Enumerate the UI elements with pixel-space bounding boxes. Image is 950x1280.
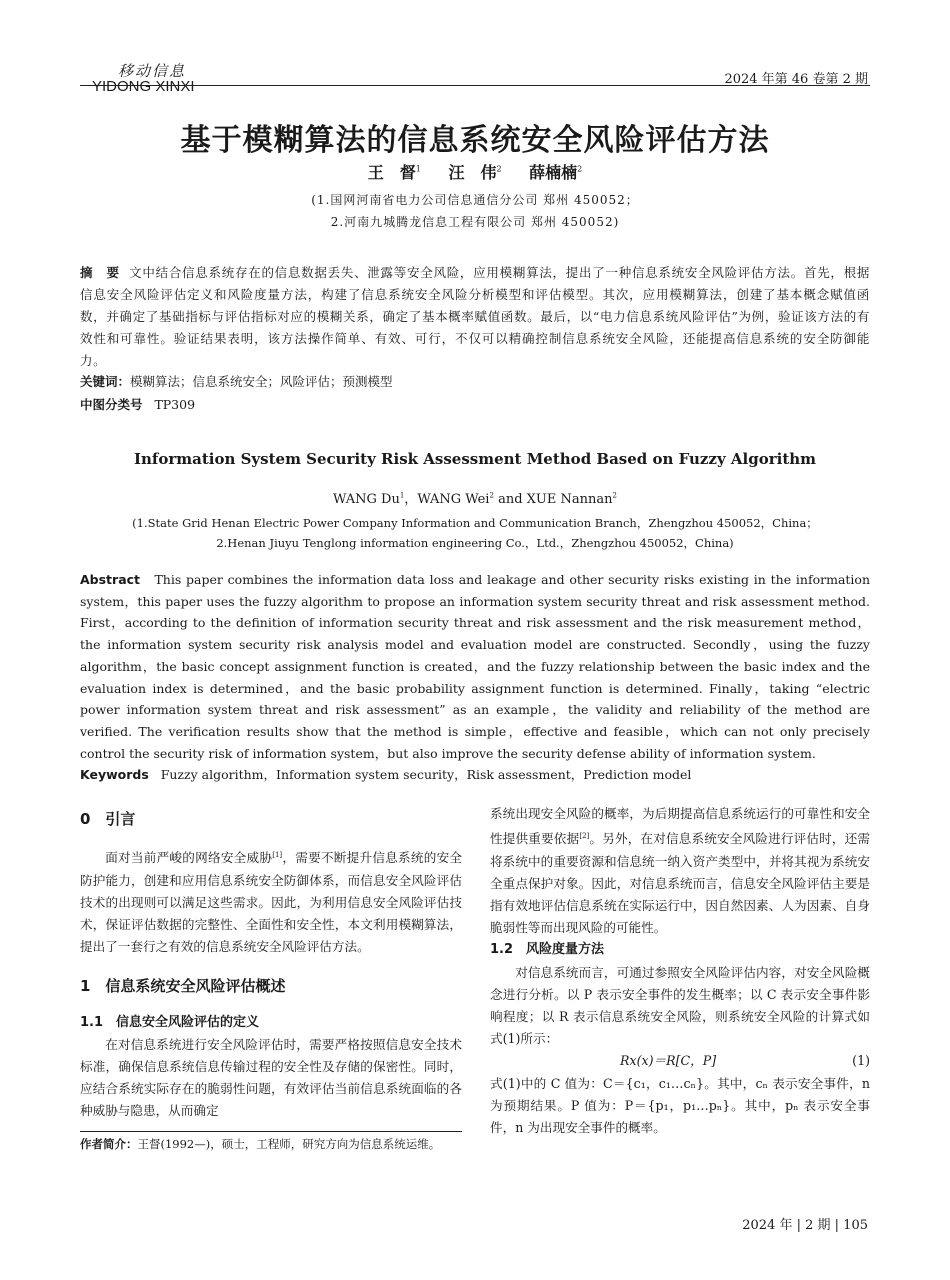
author-name-en: XUE Nannan (526, 492, 613, 507)
author-footnote (80, 1136, 440, 1152)
paragraph: 式(1)中的 C 值为：C＝{c₁，c₁…cₙ}。其中，cₙ 表示安全事件，n 为预期结果。P 值为：P＝{p₁，p₁…pₙ}。其中，pₙ 表示安全事件，n 为出现安全事件的概率。 (490, 1075, 870, 1136)
paragraph: 在对信息系统进行安全风险评估时，需要严格按照信息安全技术标准，确保信息系统信息传输过程的安全性及存储的保密性。同时，应结合系统实际存在的脆弱性问题，有效评估当前信息系统面临的各种威胁与隐患，从而确定 (80, 1036, 462, 1119)
keywords-en-text: Fuzzy algorithm，Information system security，Risk assessment，Prediction model (160, 767, 692, 782)
paper-title: 基于模糊算法的信息系统安全风险评估方法 (180, 123, 770, 158)
journal-name-cn: 移动信息 (118, 62, 187, 80)
text-run: 系统出现安全风险的概率，为后期提高信息系统运行的可靠性和安全性提供重要依据 (490, 806, 870, 847)
issue-info: 2024 年第 46 卷第 2 期 (724, 72, 868, 87)
journal-name-en: YIDONG XINXI (92, 78, 195, 95)
keywords-cn (80, 372, 393, 390)
subsection-heading: 1.2 风险度量方法 (490, 942, 605, 958)
author-name: 汪 伟 (448, 163, 497, 182)
author-sep: and (493, 492, 527, 507)
keywords-cn-text: 模糊算法；信息系统安全；风险评估；预测模型 (130, 374, 393, 389)
paper-title-en: Information System Security Risk Assessment Method Based on Fuzzy Algorithm (133, 450, 817, 468)
author-sep: ， (404, 492, 418, 507)
abstract-en-label: Abstract (80, 572, 141, 587)
abstract-en-text: This paper combines the information data loss and leakage and other security risks existing in the information system，this paper uses the fuzzy algorithm to propose an information system security threat and risk assessment method. First，according to the definition of information security threat and risk assessment and the risk measurement method，the information system security risk analysis model and evaluation model are constructed. Secondly，using the fuzzy algorithm，the basic concept assignment function is created，and the fuzzy relationship between the basic index and the evaluation index is determined，and the basic probability assignment function is determined. Finally，taking “electric power information system threat and risk assessment” as an example，the validity and reliability of the method are verified. The verification results show that the method is simple，effective and feasible，which can not only precisely control the security risk of information system，but also improve the security defense ability of information system. (80, 572, 870, 761)
clc-text: TP309 (154, 397, 196, 412)
author-name-en: WANG Wei (417, 492, 490, 507)
formula-number: (1) (852, 1053, 870, 1069)
author-list (0, 160, 950, 183)
formula (490, 1050, 870, 1072)
footnote-divider (80, 1131, 462, 1132)
author-name: 王 督 (367, 163, 416, 182)
clc-number (80, 395, 195, 413)
author-sup: 1 (399, 491, 405, 500)
affiliation-line-en: (1.State Grid Henan Electric Power Company Information and Communication Branch，Zhengzhou 450052，China； (132, 516, 818, 530)
author-sup: 2 (496, 164, 502, 174)
abstract-cn (80, 262, 870, 372)
affiliation-line: 2.河南九城腾龙信息工程有限公司 郑州 450052) (330, 215, 620, 229)
paragraph (80, 844, 462, 958)
keywords-cn-label: 关键词： (80, 374, 131, 389)
clc-label: 中图分类号 (80, 397, 143, 412)
author-sup: 2 (577, 164, 583, 174)
author-name: 薛楠楠 (529, 163, 578, 182)
author-list-en (0, 488, 950, 507)
citation: [1] (272, 851, 283, 860)
subsection-heading: 1.1 信息安全风险评估的定义 (80, 1014, 260, 1030)
author-sup: 2 (489, 491, 494, 500)
affiliation-line: (1.国网河南省电力公司信息通信分公司 郑州 450052； (311, 193, 639, 207)
footnote-label: 作者简介： (80, 1137, 138, 1151)
formula-expression: Rx(x)＝R[C，P] (620, 1053, 717, 1069)
text-run: ，需要不断提升信息系统的安全防护能力，创建和应用信息系统安全防御体系，而信息安全风险评估技术的出现则可以满足这些需求。因此，为利用信息安全风险评估技术，保证评估数据的完整性、全面性和安全性，本文利用模糊算法，提出了一套行之有效的信息系统安全风险评估方法。 (80, 850, 463, 955)
keywords-en (80, 765, 691, 783)
keywords-en-label: Keywords (80, 767, 149, 782)
author-name-en: WANG Du (333, 492, 400, 507)
text-run: 。另外，在对信息系统安全风险进行评估时，还需将系统中的重要资源和信息统一纳入资产类型中，并将其视为系统安全重点保护对象。因此，对信息系统而言，信息安全风险评估主要是指有效地评估信息系统在实际运行中，因自然因素、人为因素、自身脆弱性等而出现风险的可能性。 (490, 831, 871, 936)
page-footer: 2024 年 | 2 期 | 105 (742, 1218, 868, 1233)
header-divider (80, 85, 870, 86)
abstract-en (80, 569, 870, 764)
body-column-left (80, 808, 462, 1123)
text-run: 面对当前严峻的网络安全威胁 (105, 850, 273, 866)
citation: [2] (579, 832, 590, 841)
footnote-text: 王督(1992—)，硕士，工程师，研究方向为信息系统运维。 (137, 1137, 441, 1151)
affiliation-line-en: 2.Henan Jiuyu Tenglong information engineering Co.，Ltd.，Zhengzhou 450052，China) (216, 536, 734, 550)
author-sup: 1 (415, 164, 421, 174)
section-heading: 1 信息系统安全风险评估概述 (80, 977, 286, 996)
abstract-cn-text: 文中结合信息系统存在的信息数据丢失、泄露等安全风险，应用模糊算法，提出了一种信息系统安全风险评估方法。首先，根据信息安全风险评估定义和风险度量方法，构建了信息系统安全风险分析模型和评估模型。其次，应用模糊算法，创建了基本概念赋值函数，并确定了基础指标与评估指标对应的模糊关系，确定了基本概率赋值函数。最后，以“电力信息系统风险评估”为例，验证该方法的有效性和可靠性。验证结果表明，该方法操作简单、有效、可行，不仅可以精确控制信息系统安全风险，还能提高信息系统的安全防御能力。 (80, 265, 870, 368)
section-heading: 0 引言 (80, 810, 136, 828)
paragraph: 对信息系统而言，可通过参照安全风险评估内容，对安全风险概念进行分析。以 P 表示安全事件的发生概率；以 C 表示安全事件影响程度；以 R 表示信息系统安全风险，则系统安全风险的计算式如式(1)所示： (490, 964, 870, 1047)
body-column-right (490, 803, 870, 1139)
abstract-cn-label: 摘 要 (80, 265, 120, 280)
author-sup: 2 (612, 491, 617, 500)
paragraph (490, 803, 870, 939)
